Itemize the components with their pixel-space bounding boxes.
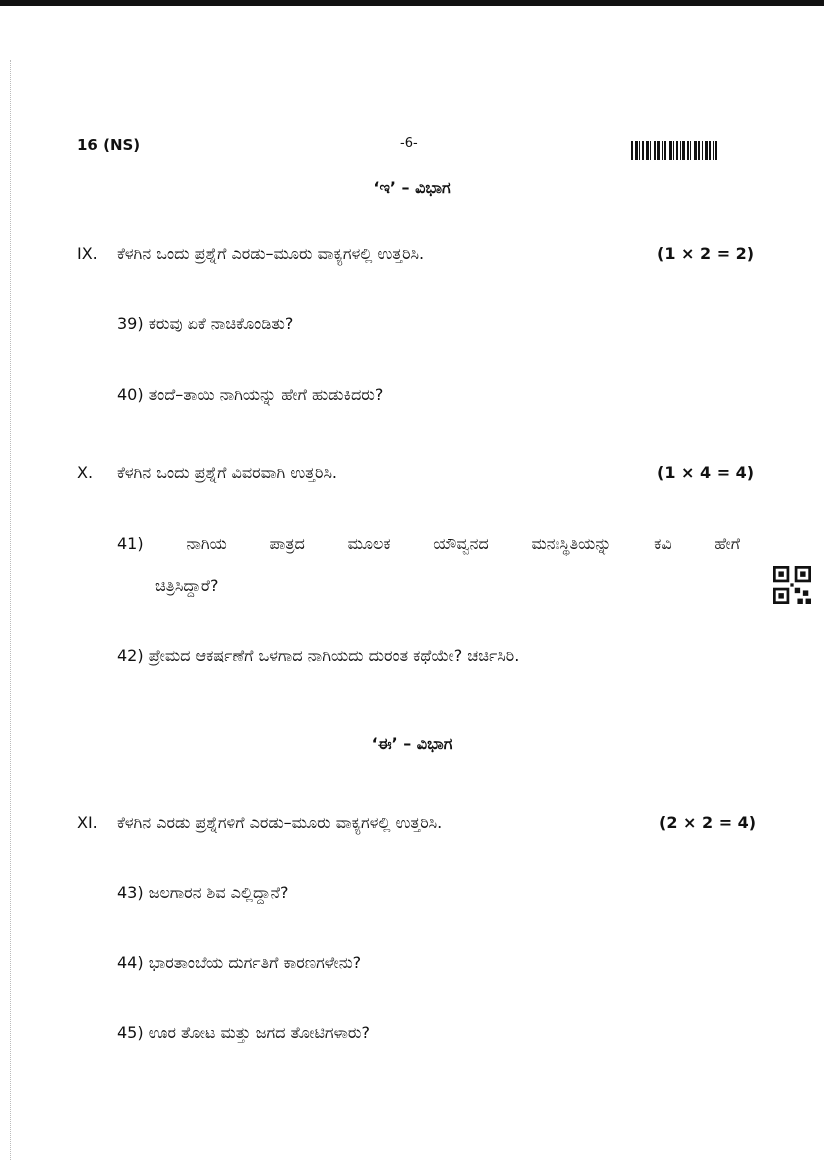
marks-allocation: (2 × 2 = 4) [659,813,757,832]
question-number: IX. [77,244,98,263]
question-item: 42) ಪ್ರೇಮದ ಆಕರ್ಷಣೆಗೆ ಒಳಗಾದ ನಾಗಿಯದು ದುರಂತ ಕಥೆಯೇ? ಚರ್ಚಿಸಿರಿ. [117,646,520,665]
question-header [0,463,824,485]
question-item: 40) ತಂದೆ–ತಾಯಿ ನಾಗಿಯನ್ನು ಹೇಗೆ ಹುಡುಕಿದರು? [117,385,384,404]
barcode [631,141,739,160]
question-instruction: ಕೆಳಗಿನ ಒಂದು ಪ್ರಶ್ನೆಗೆ ವಿವರವಾಗಿ ಉತ್ತರಿಸಿ. [117,463,338,482]
section-title: ‘ಇ’ – ವಿಭಾಗ [373,178,451,197]
section-title: ‘ಈ’ – ವಿಭಾಗ [371,734,453,753]
question-item-continuation: ಚಿತ್ರಿಸಿದ್ದಾರೆ? [155,576,219,595]
marks-allocation: (1 × 4 = 4) [657,463,755,482]
qr-code [773,566,811,604]
question-number: XI. [77,813,98,832]
top-border [0,0,824,6]
paper-code: 16 (NS) [77,136,141,154]
question-item: 44) ಭಾರತಾಂಬೆಯ ದುರ್ಗತಿಗೆ ಕಾರಣಗಳೇನು? [117,953,362,972]
question-item: 39) ಕರುವು ಏಕೆ ನಾಚಿಕೊಂಡಿತು? [117,314,294,333]
question-number: X. [77,463,94,482]
page-number: -6- [400,136,418,151]
question-header [0,244,824,266]
question-item: 45) ಊರ ತೋಟ ಮತ್ತು ಜಗದ ತೋಟಿಗಳಾರು? [117,1023,370,1042]
question-item: 41) ನಾಗಿಯ ಪಾತ್ರದ ಮೂಲಕ ಯೌವ್ವನದ ಮನಃಸ್ಥಿತಿಯನ್ನು ಕವಿ ಹೇಗೆ [117,534,740,553]
question-item: 43) ಜಲಗಾರನ ಶಿವ ಎಲ್ಲಿದ್ದಾನೆ? [117,883,289,902]
marks-allocation: (1 × 2 = 2) [657,244,755,263]
question-header [0,813,824,835]
scan-edge [10,60,11,1160]
question-instruction: ಕೆಳಗಿನ ಒಂದು ಪ್ರಶ್ನೆಗೆ ಎರಡು–ಮೂರು ವಾಕ್ಯಗಳಲ್ಲಿ ಉತ್ತರಿಸಿ. [117,244,425,263]
question-instruction: ಕೆಳಗಿನ ಎರಡು ಪ್ರಶ್ನೆಗಳಿಗೆ ಎರಡು–ಮೂರು ವಾಕ್ಯಗಳಲ್ಲಿ ಉತ್ತರಿಸಿ. [117,813,443,832]
